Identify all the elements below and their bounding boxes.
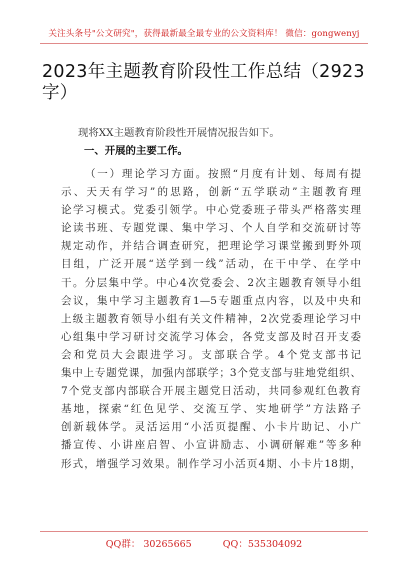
body-line: 会议，集中学习主题教育1—5专题重点内容，以及中央和 — [61, 294, 361, 307]
body-line: 示、天天有学习”的思路，创新“五学联动”主题教育理 — [61, 186, 361, 199]
body-line: 7个党支部内部联合开展主题党日活动，共同参观红色教育 — [61, 385, 361, 398]
body-line: 论读书班、专题党课、集中学习、个人自学和交流研讨等 — [61, 222, 361, 235]
body-line: 播宣传、小讲座启智、小宣讲励志、小调研解难”等多种 — [61, 439, 361, 452]
body-line: 上级主题教育领导小组有关文件精神，2次党委理论学习中 — [61, 312, 361, 325]
body-line: 集中上专题党课，加强内部联学；3个党支部与驻地党组织、 — [61, 367, 361, 380]
intro-paragraph: 现将XX主题教育阶段性开展情况报告如下。 — [78, 127, 280, 139]
body-line: 心组集中学习研讨交流学习体会，各党支部及时召开支委 — [61, 330, 361, 343]
body-line: （一）理论学习方面。按照“月度有计划、每周有提 — [85, 168, 361, 180]
qq-number: QQ：535304092 — [222, 539, 303, 550]
body-line: 干。分层集中学。中心4次党委会、2次主题教育领导小组 — [61, 276, 361, 289]
body-text — [61, 165, 361, 473]
footer-divider — [40, 531, 368, 532]
qq-group-number: QQ群： 30265665 — [105, 539, 192, 550]
header-divider — [40, 43, 368, 44]
body-line: 论学习模式。党委引领学。中心党委班子带头严格落实理 — [61, 204, 361, 217]
header-banner: 关注头条号"公文研究"，获得最新最全最专业的公文资料库！ 微信：gongwenyj — [48, 29, 360, 39]
body-line: 规定动作，并结合调查研究，把理论学习课堂搬到野外项 — [61, 240, 361, 253]
body-line: 形式，增强学习效果。制作学习小活页4期、小卡片18期， — [61, 457, 361, 470]
body-line: 目组，广泛开展“送学到一线”活动，在干中学、在学中 — [61, 258, 361, 271]
footer-contact — [0, 536, 408, 550]
body-line: 创新载体学。灵活运用“小活页提醒、小卡片助记、小广 — [61, 421, 361, 434]
body-line: 会和党员大会跟进学习。支部联合学。4个党支部书记 — [61, 348, 361, 361]
body-line: 基地，探索“红色见学、交流互学、实地研学”方法路子 — [61, 403, 361, 416]
document-title: 2023年主题教育阶段性工作总结（2923字） — [42, 62, 365, 103]
section-heading: 一、开展的主要工作。 — [84, 145, 188, 157]
